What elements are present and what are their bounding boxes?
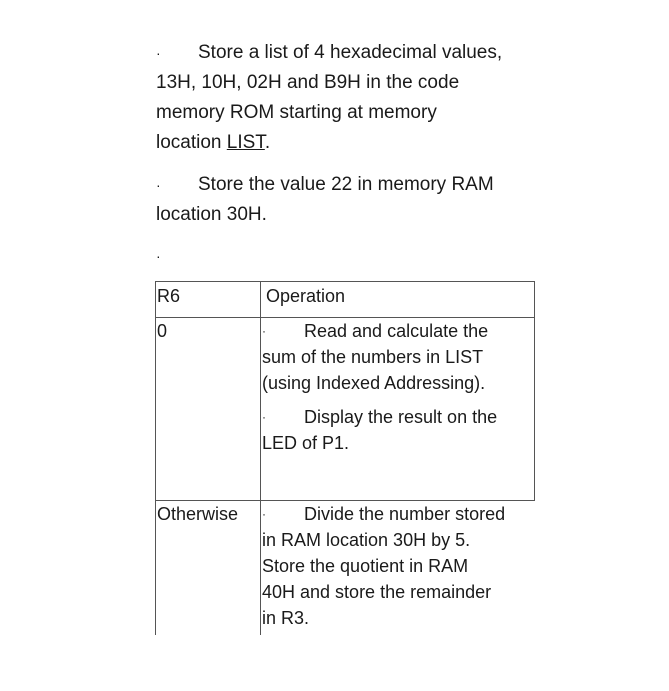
op-line: in R3. — [262, 608, 310, 628]
intro-item-1-line-2: 13H, 10H, 02H and B9H in the code — [156, 72, 460, 93]
intro-item-2 — [156, 170, 536, 230]
table-border-right — [534, 281, 535, 501]
intro-item-1 — [156, 38, 536, 158]
row-1-operation-1 — [262, 318, 534, 396]
table-border-left — [155, 281, 156, 635]
op-line: LED of P1. — [262, 433, 350, 453]
op-line: sum of the numbers in LIST — [262, 347, 484, 367]
op-line: Divide the number stored — [304, 504, 506, 524]
header-r6: R6 — [157, 286, 181, 306]
intro-item-1-line-4-prefix: location — [156, 132, 227, 153]
list-link[interactable]: LIST — [226, 132, 265, 153]
bullet: · — [262, 324, 266, 338]
op-line: in RAM location 30H by 5. — [262, 530, 471, 550]
op-line: Read and calculate the — [304, 321, 489, 341]
table-border-top — [155, 281, 535, 282]
bullet: · — [262, 410, 266, 424]
r6-operation-table — [155, 281, 535, 635]
table-column-divider — [260, 281, 261, 635]
bullet: · — [262, 507, 266, 521]
row-1-condition: 0 — [157, 321, 168, 341]
row-2-condition: Otherwise — [157, 504, 239, 524]
op-line: Store the quotient in RAM — [262, 556, 469, 576]
bullet: · — [156, 45, 161, 61]
intro-item-1-line-1: Store a list of 4 hexadecimal values, — [198, 42, 503, 63]
op-line: Display the result on the — [304, 407, 498, 427]
bullet: · — [156, 177, 161, 193]
empty-bullet: · — [156, 248, 161, 264]
intro-item-2-line-1: Store the value 22 in memory RAM — [198, 174, 494, 195]
header-operation: Operation — [266, 286, 346, 306]
op-line: 40H and store the remainder — [262, 582, 492, 602]
intro-item-1-line-4-suffix: . — [264, 132, 271, 153]
row-2-operation-1 — [262, 501, 534, 631]
intro-item-2-line-2: location 30H. — [156, 204, 267, 225]
intro-item-1-line-3: memory ROM starting at memory — [156, 102, 437, 123]
row-1-operation-2 — [262, 404, 534, 456]
op-line: (using Indexed Addressing). — [262, 373, 486, 393]
